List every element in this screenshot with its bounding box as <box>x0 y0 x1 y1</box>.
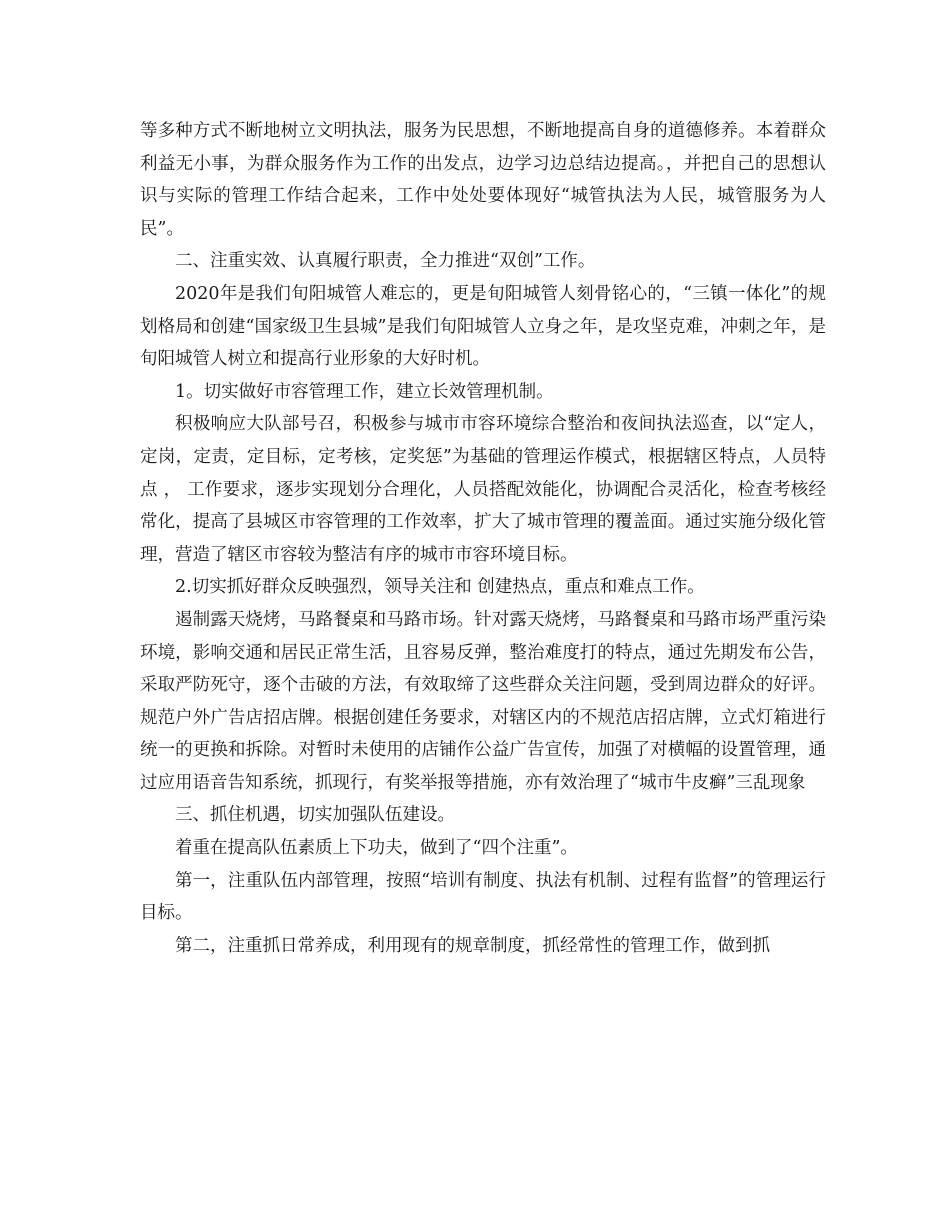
paragraph-four-focuses: 着重在提高队伍素质上下功夫，做到了“四个注重”。 <box>175 838 578 859</box>
subheading-1: 1。切实做好市容管理工作，建立长效管理机制。 <box>175 381 554 402</box>
paragraph-2020-review: 2020年是我们旬阳城管人难忘的，更是旬阳城管人刻骨铭心的，“三镇一体化”的规划格局和创建“国家级卫生县城”是我们旬阳城管人立身之年，是攻坚克难，冲刺之年，是旬阳城管人树立和提高行业形象的大好时机。 <box>140 283 826 370</box>
paragraph-first-focus: 第一，注重队伍内部管理，按照“培训有制度、执法有机制、过程有监督”的管理运行目标。 <box>140 870 826 924</box>
paragraph-1: 等多种方式不断地树立文明执法，服务为民思想，不断地提高自身的道德修养。本着群众利益无小事，为群众服务作为工作的出发点，边学习边总结边提高。，并把自己的思想认识与实际的管理工作结合起来，工作中处处要体现好“城管执法为人民，城管服务为人民”。 <box>140 121 826 239</box>
subheading-2: 2.切实抓好群众反映强烈，领导关注和 创建热点，重点和难点工作。 <box>175 577 705 598</box>
paragraph-second-focus: 第二，注重抓日常养成，利用现有的规章制度，抓经常性的管理工作，做到抓 <box>175 935 770 956</box>
paragraph-city-appearance: 积极响应大队部号召，积极参与城市市容环境综合整治和夜间执法巡查，以“定人，定岗，定责，定目标，定考核，定奖惩”为基础的管理运作模式，根据辖区特点，人员特点 ， 工作要求，逐步实现划分合理化，人员搭配效能化，协调配合灵活化，检查考核经常化，提高了县城区市容管理的工作效率，扩大了城市管理的覆盖面。通过实施分级化管理，营造了辖区市容较为整洁有序的城市市容环境目标。 <box>140 414 826 565</box>
heading-section-2: 二、注重实效、认真履行职责，全力推进“双创”工作。 <box>175 251 596 272</box>
paragraph-street-markets: 遏制露天烧烤，马路餐桌和马路市场。针对露天烧烤，马路餐桌和马路市场严重污染环境，影响交通和居民正常生活，且容易反弹，整治难度打的特点，通过先期发布公告，采取严防死守，逐个击破的方法，有效取缔了这些群众关注问题，受到周边群众的好评。规范户外广告店招店牌。根据创建任务要求，对辖区内的不规范店招店牌，立式灯箱进行统一的更换和拆除。对暂时未使用的店铺作公益广告宣传，加强了对横幅的设置管理，通过应用语音告知系统，抓现行，有奖举报等措施，亦有效治理了“城市牛皮癣”三乱现象 <box>140 609 826 793</box>
document-body <box>140 115 826 962</box>
heading-section-3: 三、抓住机遇，切实加强队伍建设。 <box>175 805 455 826</box>
